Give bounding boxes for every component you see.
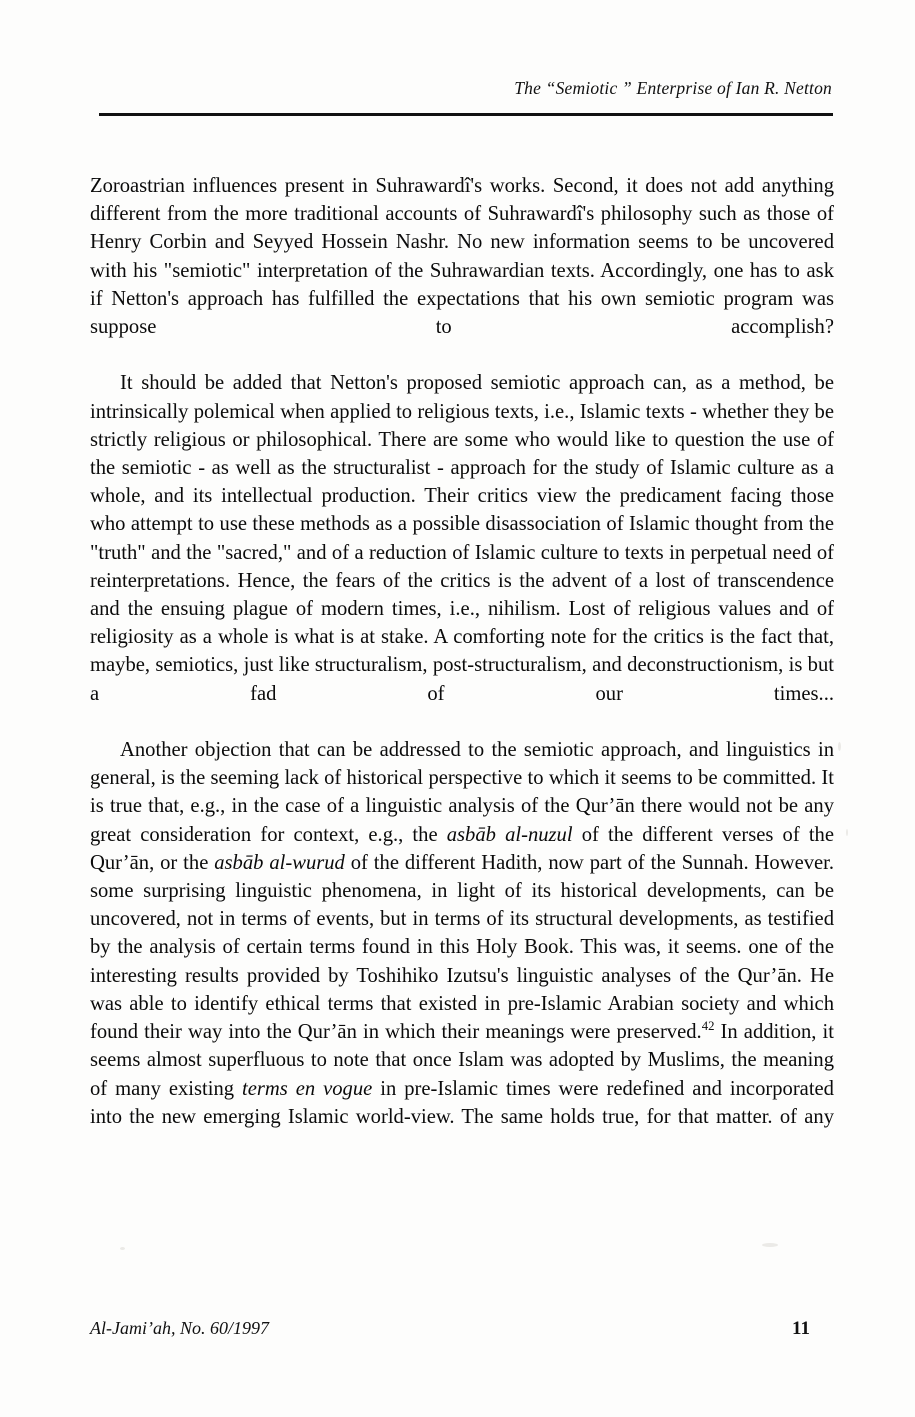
header-rule-divider bbox=[99, 113, 833, 116]
footnote-reference: 42 bbox=[701, 1019, 715, 1034]
page-footer bbox=[90, 1318, 834, 1348]
scan-speckle bbox=[120, 1247, 125, 1250]
page-number: 11 bbox=[792, 1318, 810, 1339]
running-head: The “Semiotic ” Enterprise of Ian R. Netton bbox=[514, 78, 832, 98]
paragraph-1: Zoroastrian influences present in Suhrawardî's works. Second, it does not add anything different from the more traditional accounts of Suhrawardî's philosophy such as those of Henry Corbin and Seyyed Hossein Nashr. No new information seems to be uncovered with his "semiotic" interpretation of the Suhrawardian texts. Accordingly, one has to ask if Netton's approach has fulfilled the expectations that his own semiotic program was suppose to accomplish? bbox=[90, 175, 834, 339]
transliterated-term: asbāb al-nuzul bbox=[446, 823, 573, 846]
scan-speckle bbox=[838, 742, 841, 751]
scan-speckle bbox=[762, 1243, 778, 1247]
paragraph-3: Another objection that can be addressed to the semiotic approach, and linguistics in general, is the seeming lack of historical perspective to which it seems to be committed. It is true that, e.g., in the case of a linguistic analysis of the Qur’ān there would not be any great consideration for context, e.g., the asbāb al-nuzul of the different verses of the Qur’ān, or the asbāb al-wurud of the different Hadith, now part of the Sunnah. However. some surprising linguistic phenomena, in light of its historical developments, can be uncovered, not in terms of events, but in terms of its structural developments, as testified by the analysis of certain terms found in this Holy Book. This was, it seems. one of the interesting results provided by Toshihiko Izutsu's linguistic analyses of the Qur’ān. He was able to identify ethical terms that existed in pre-Islamic Arabian society and which found their way into the Qur’ān in which their meanings were preserved.$^{42}$ In addition, it seems almost superfluous to note that once Islam was adopted by Muslims, the meaning of many existing terms en vogue in pre-Islamic times were redefined and incorporated into the new emerging Islamic world-view. The same holds true, for that matter. of any bbox=[90, 739, 835, 1128]
scan-speckle bbox=[846, 829, 848, 836]
transliterated-term: asbāb al-wurud bbox=[214, 851, 345, 874]
body-text-column bbox=[90, 172, 834, 1159]
footer-journal-citation: Al-Jami’ah, No. 60/1997 bbox=[90, 1318, 269, 1338]
paragraph-2: It should be added that Netton's proposed semiotic approach can, as a method, be intrinsically polemical when applied to religious texts, i.e., Islamic texts - whether they be strictly religious or philosophical. There are some who would like to question the use of the semiotic - as well as the structuralist - approach for the study of Islamic culture as a whole, and its intellectual production. Their critics view the predicament facing those who attempt to use these methods as a possible disassociation of Islamic thought from the "truth" and the "sacred," and of a reduction of Islamic culture to texts in perpetual need of reinterpretations. Hence, the fears of the critics is the advent of a lost of transcendence and the ensuing plague of modern times, i.e., nihilism. Lost of religious values and of religiosity as a whole is what is at stake. A comforting note for the critics is the fact that, maybe, semiotics, just like structuralism, post-structuralism, and deconstructionism, is but a fad of our times... bbox=[90, 372, 834, 705]
transliterated-term: terms en vogue bbox=[242, 1077, 373, 1100]
